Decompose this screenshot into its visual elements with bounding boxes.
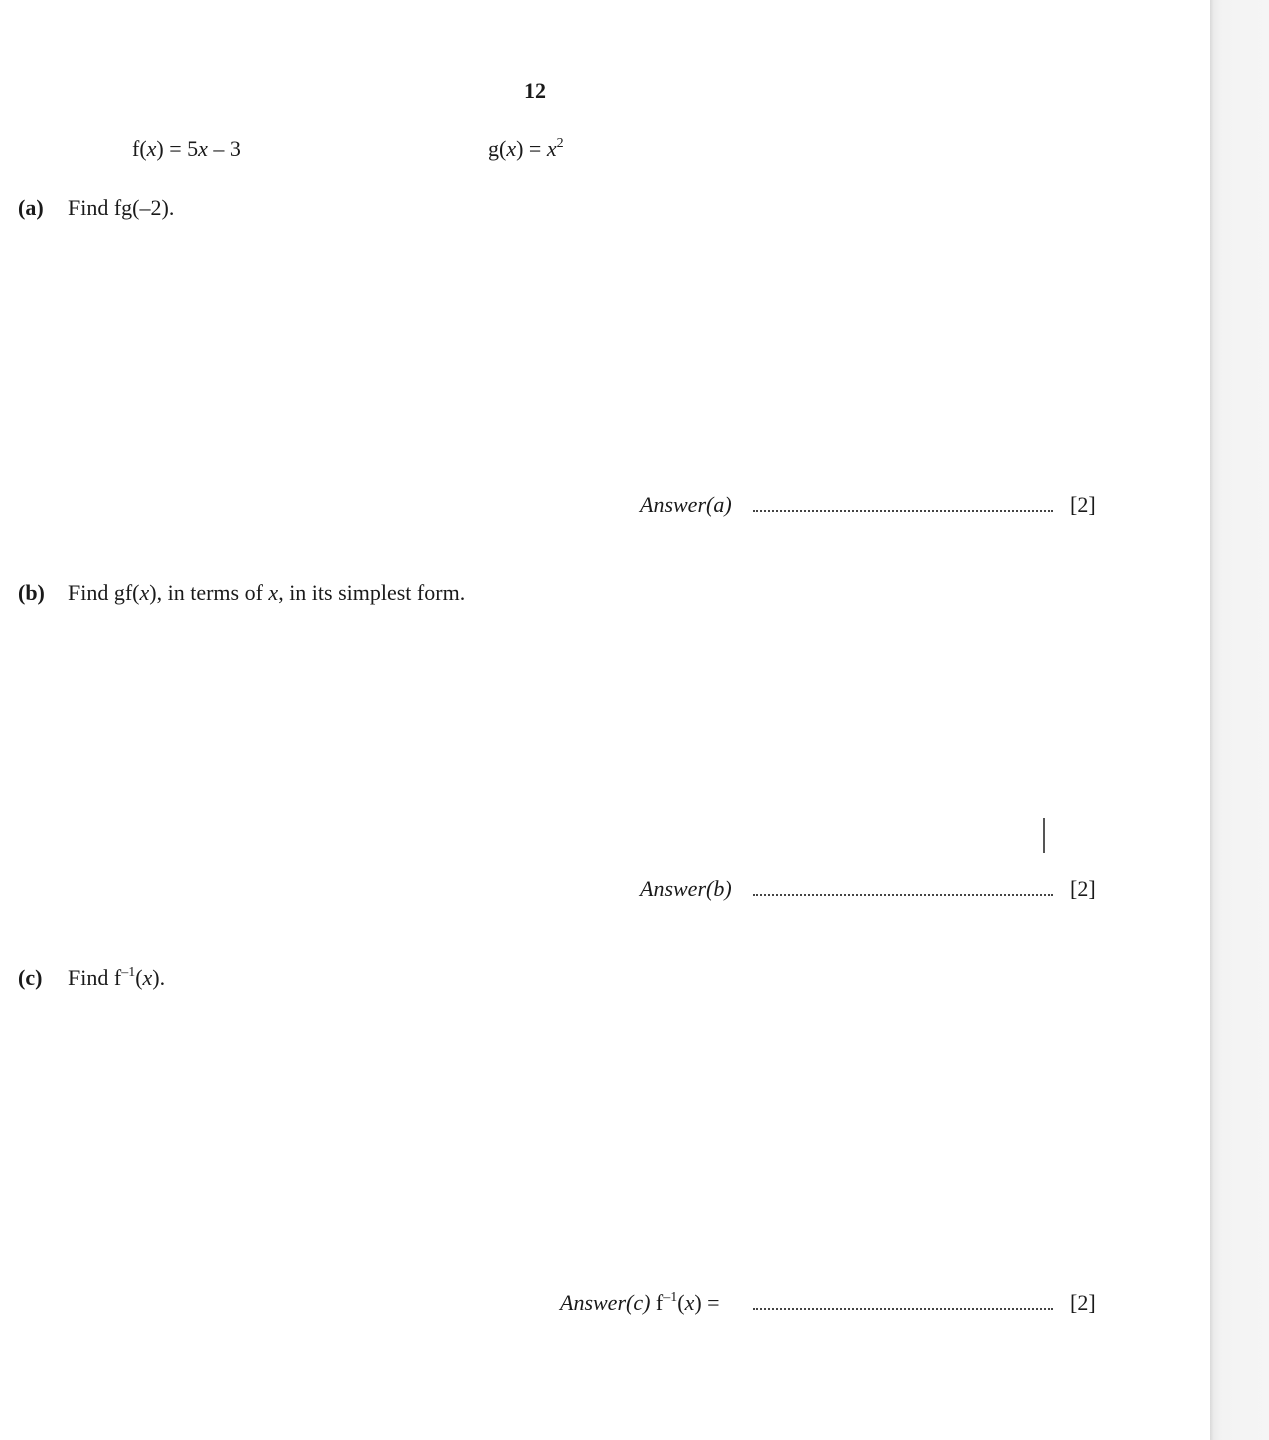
part-c-q-post: ). [152,965,166,990]
part-b-answer-label: Answer(b) [640,876,732,901]
part-b-q-var: x [139,580,150,605]
part-b-q-post: , in its simplest form. [278,580,466,605]
f-suffix: – 3 [207,136,241,161]
g-prefix: g( [488,136,507,161]
part-c-q-pre: Find f [68,965,122,990]
part-b-q-mid: ), in terms of [149,580,269,605]
part-c-ans-var: x [684,1290,695,1315]
part-a-answer-line[interactable] [753,510,1053,512]
part-a-question: Find fg(–2). [68,195,175,220]
g-var: x [506,136,517,161]
part-c-marks: [2] [1070,1290,1096,1315]
part-b-marks: [2] [1070,876,1096,901]
part-c-question [68,965,165,995]
g-exponent: 2 [556,136,564,151]
g-mid: ) = [516,136,547,161]
part-b-question [68,580,465,606]
definition-g [488,136,564,166]
definition-f [132,136,241,162]
part-c-ans-exponent: –1 [663,1290,678,1305]
text-cursor [1043,818,1045,853]
part-c-q-exponent: –1 [121,965,136,980]
page-number: 12 [524,78,546,103]
part-c-answer-label [560,1290,720,1320]
viewer-gutter [1210,0,1269,1440]
part-a-label: (a) [18,195,44,220]
part-c-answer-line[interactable] [753,1308,1053,1310]
f-mid: ) = 5 [156,136,199,161]
part-c-q-open: ( [135,965,143,990]
f-var2: x [198,136,208,161]
part-b-q-var2: x [268,580,279,605]
part-c-answer-label-text: Answer(c) [560,1290,651,1315]
part-c-ans-post: ) = [694,1290,720,1315]
f-var: x [146,136,157,161]
part-c-ans-f: f [650,1290,664,1315]
g-var2: x [546,136,557,161]
f-prefix: f( [132,136,147,161]
part-a-answer-label: Answer(a) [640,492,732,517]
part-b-q-pre: Find gf( [68,580,140,605]
part-b-answer-line[interactable] [753,894,1053,896]
part-c-ans-open: ( [677,1290,685,1315]
part-a-marks: [2] [1070,492,1096,517]
part-b-label: (b) [18,580,45,605]
part-c-label: (c) [18,965,43,990]
part-c-q-var: x [142,965,153,990]
